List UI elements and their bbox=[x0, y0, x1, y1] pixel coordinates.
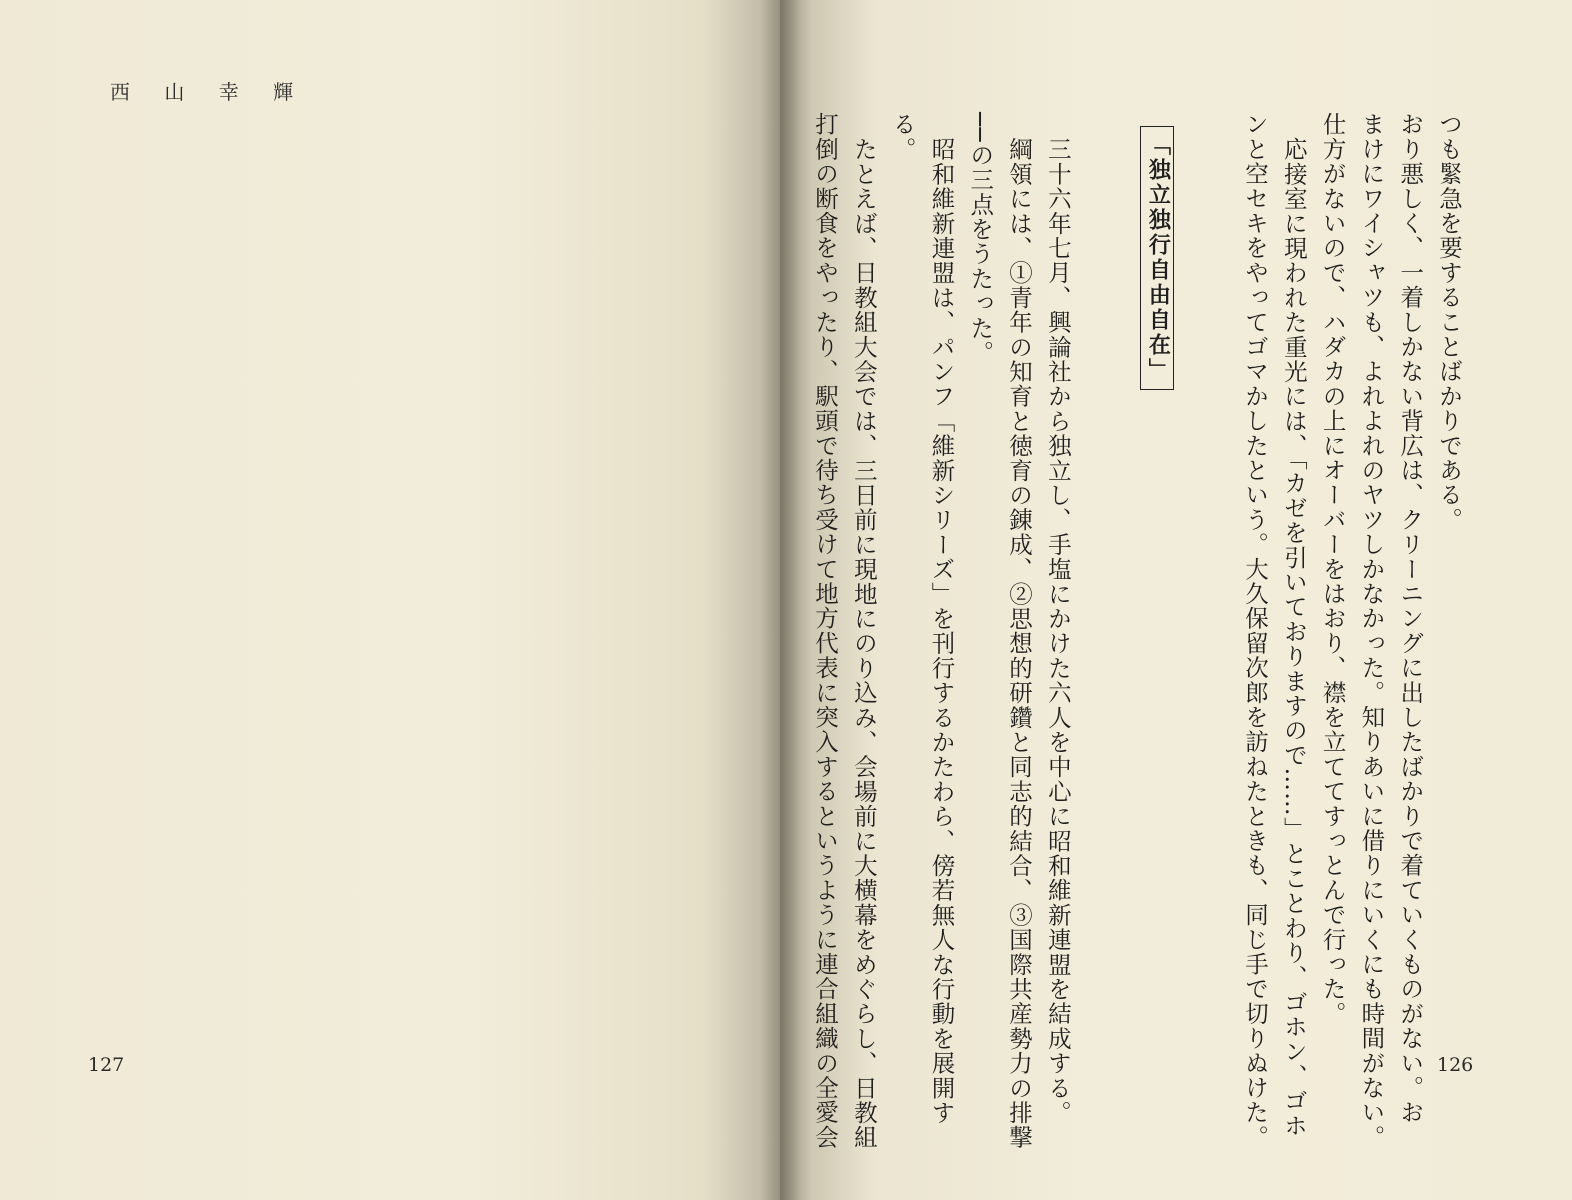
page-number-right: 126 bbox=[1437, 1054, 1474, 1076]
text-line: まけにワイシャツも、よれよれのヤツしかなかった。知りあいに借りにいくにも時間がない。 bbox=[1357, 112, 1386, 1150]
page-number-left: 127 bbox=[88, 1054, 125, 1076]
text-line: 仕方がないので、ハダカの上にオーバーをはおり、襟を立ててすっとんで行った。 bbox=[1318, 112, 1347, 1026]
running-header: 西 山 幸 輝 bbox=[110, 80, 308, 104]
text-line: 打倒の断食をやったり、駅頭で待ち受けて地方代表に突入するというように連合組織の全愛会 bbox=[811, 112, 840, 1150]
text-line: おり悪しく、一着しかない背広は、クリーニングに出したばかりで着ていくものがない。お bbox=[1396, 112, 1425, 1125]
text-line bbox=[1196, 112, 1235, 1042]
text-line: ンと空セキをやってゴマかしたという。大久保留次郎を訪ねたときも、同じ手で切りぬけた。 bbox=[1241, 112, 1270, 1150]
text-line: 昭和維新連盟は、パンフ「維新シリーズ」を刊行するかたわら、傍若無人な行動を展開す bbox=[927, 136, 956, 1125]
text-line: る。 bbox=[888, 112, 917, 162]
section-heading-line bbox=[1116, 112, 1197, 1042]
right-page bbox=[780, 0, 1572, 1200]
text-line: 綱領には、①青年の知育と徳育の錬成、②思想的研鑽と同志的結合、③国際共産勢力の排撃 bbox=[1005, 136, 1034, 1150]
text-line: 三十六年七月、興論社から独立し、手塩にかけた六人を中心に昭和維新連盟を結成する。 bbox=[1043, 136, 1072, 1125]
text-line: つも緊急を要することばかりである。 bbox=[1435, 112, 1463, 532]
left-page bbox=[0, 0, 780, 1200]
text-line: 応接室に現われた重光には、「カゼを引いておりますので……」とことわり、ゴホン、ゴホ bbox=[1279, 136, 1308, 1138]
text-line bbox=[1077, 112, 1116, 1042]
text-line: たとえば、日教組大会では、三日前に現地にのり込み、会場前に大横幕をめぐらし、日教組 bbox=[849, 136, 878, 1150]
text-line: ──の三点をうたった。 bbox=[966, 112, 995, 365]
section-heading: 「独立独行自由自在」 bbox=[1140, 126, 1174, 390]
